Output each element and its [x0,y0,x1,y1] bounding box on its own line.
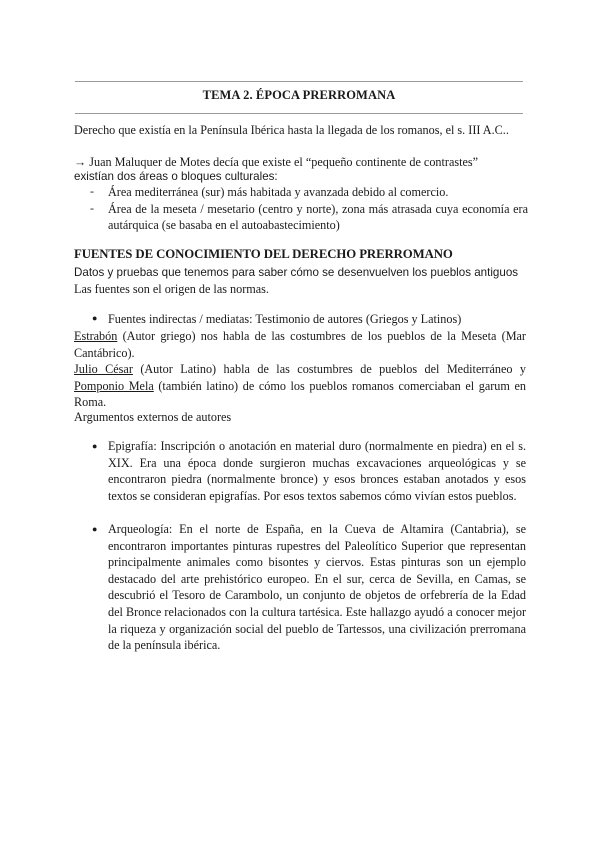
dash-item-meseta: Área de la meseta / mesetario (centro y norte), zona más atrasada cuya economía era autárquica (se basaba en el autoabastecimiento) [108,202,528,232]
indirect-sources-bullet: Fuentes indirectas / mediatas: Testimonio de autores (Griegos y Latinos) [108,312,462,326]
estrabon-text: (Autor griego) nos habla de las costumbres de los pueblos de la Meseta (Mar Cantábrico). [74,329,526,360]
page-title: TEMA 2. ÉPOCA PRERROMANA [202,88,396,102]
julio-cesar-paragraph [74,361,526,411]
arqueologia-bullet: Arqueología: En el norte de España, en la Cueva de Altamira (Cantabria), se encontraron importantes pinturas rupestres del Paleolítico Superior que representan principalmente animales como bisontes y ciervos. Estas pinturas son un ejemplo destacado del arte prehistórico europeo. En el sur, cerca de Sevilla, en Camas, se descubrió el Tesoro de Carambolo, un conjunto de objetos de orfebrería de la Edad del Bronce relacionados con la cultura tartésica. Este hallazgo ayudó a conocer mejor la riqueza y organización social del pueblo de Tartessos, una civilización prerromana de la península ibérica. [108,522,526,653]
maluquer-line: → Juan Maluquer de Motes decía que existe el “pequeño continente de contrastes” [74,155,479,169]
julio-cesar-text: (Autor Latino) habla de las costumbres de pueblos del Mediterráneo y [132,362,526,376]
dash-marker: - [90,184,94,198]
bullet-marker: ● [92,441,98,451]
datos-line: Datos y pruebas que tenemos para saber cómo se desenvuelven los pueblos antiguos [74,266,519,279]
bullet-marker: ● [92,313,98,323]
areas-line: existían dos áreas o bloques culturales: [74,170,278,183]
fuentes-line: Las fuentes son el origen de las normas. [74,282,269,296]
argumentos-line: Argumentos externos de autores [74,410,232,424]
estrabon-name: Estrabón [74,329,118,343]
intro-paragraph: Derecho que existía en la Península Ibérica hasta la llegada de los romanos, el s. III A.C.. [74,123,509,137]
estrabon-paragraph [74,328,526,361]
pomponio-mela-name: Pomponio Mela [74,378,154,393]
title-bottom-rule [75,113,523,114]
dash-item-mediterranea: Área mediterránea (sur) más habitada y avanzada debido al comercio. [108,185,449,199]
pomponio-mela-text: (también latino) de cómo los pueblos romanos comerciaban el garum en Roma. [74,378,526,409]
epigrafia-bullet: Epigrafía: Inscripción o anotación en material duro (normalmente en piedra) en el s. XIX. Era una época donde surgieron muchas excavaciones arqueológicas y se encontraron piedra (normalmente bronce) y esos bronces estaban anotados y esos textos se consideran epigrafías. Por esos textos sabemos cómo vivían estos pueblos. [108,439,526,503]
julio-cesar-name: Julio César [74,362,133,376]
top-rule [75,81,523,82]
section-heading: FUENTES DE CONOCIMIENTO DEL DERECHO PRERROMANO [74,247,453,261]
bullet-marker: ● [92,524,98,534]
dash-marker: - [90,201,94,215]
